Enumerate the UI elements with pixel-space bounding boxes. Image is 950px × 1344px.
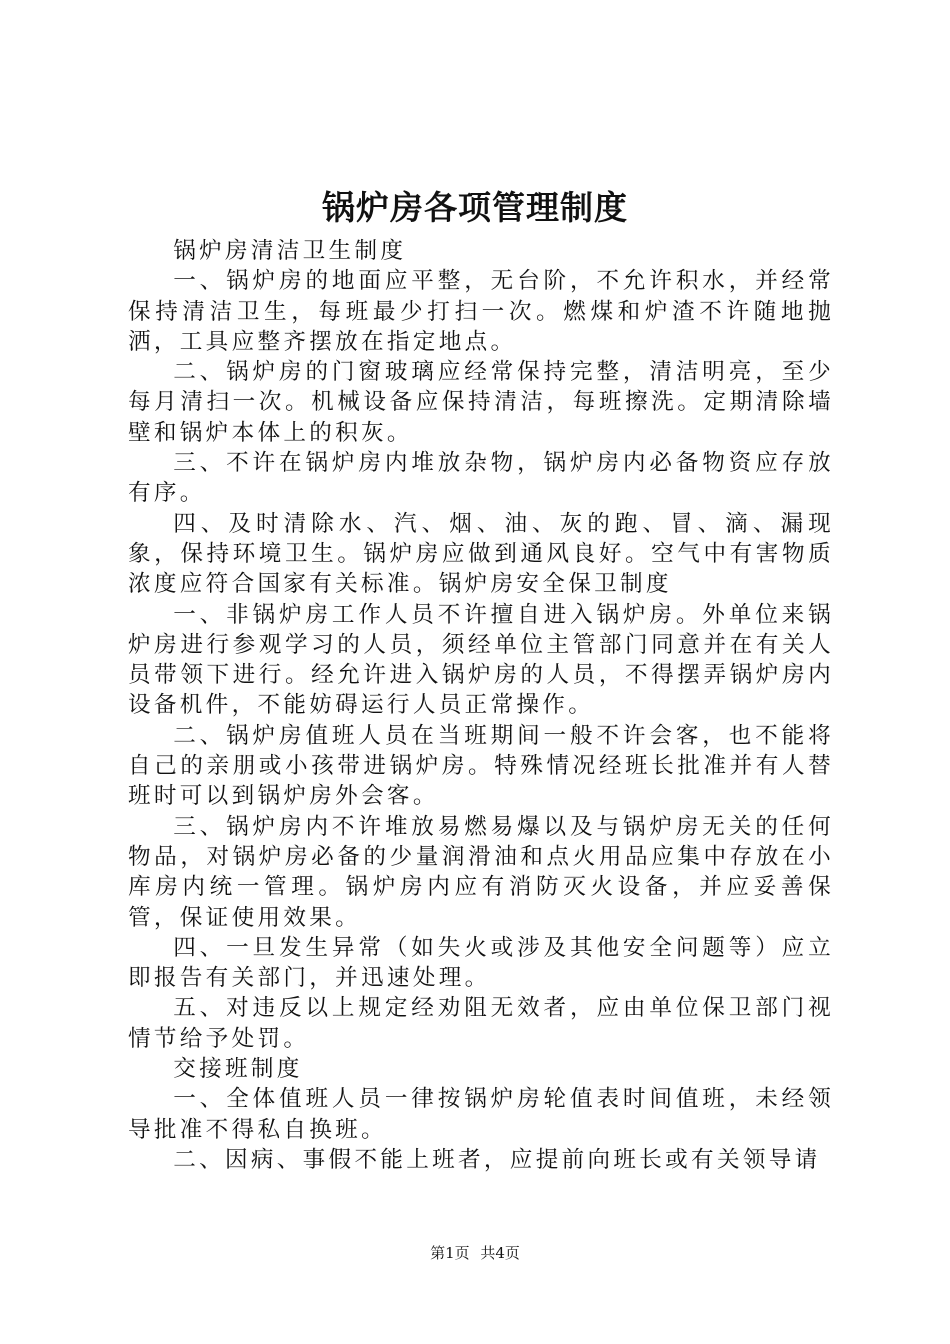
paragraph: 四、一旦发生异常（如失火或涉及其他安全问题等）应立即报告有关部门，并迅速处理。 (128, 934, 834, 992)
paragraph: 四、及时清除水、汽、烟、油、灰的跑、冒、滴、漏现象，保持环境卫生。锅炉房应做到通风良好。空气中有害物质浓度应符合国家有关标准。锅炉房安全保卫制度 (128, 510, 834, 598)
paragraph: 一、锅炉房的地面应平整，无台阶，不允许积水，并经常保持清洁卫生，每班最少打扫一次。燃煤和炉渣不许随地抛洒，工具应整齐摆放在指定地点。 (128, 268, 834, 355)
paragraph: 一、非锅炉房工作人员不许擅自进入锅炉房。外单位来锅炉房进行参观学习的人员，须经单位主管部门同意并在有关人员带领下进行。经允许进入锅炉房的人员，不得摆弄锅炉房内设备机件，不能妨碍运行人员正常操作。 (128, 601, 834, 719)
paragraph: 二、锅炉房的门窗玻璃应经常保持完整，清洁明亮，至少每月清扫一次。机械设备应保持清洁，每班擦洗。定期清除墙壁和锅炉本体上的积灰。 (128, 359, 834, 446)
paragraph: 三、锅炉房内不许堆放易燃易爆以及与锅炉房无关的任何物品，对锅炉房必备的少量润滑油和点火用品应集中存放在小库房内统一管理。锅炉房内应有消防灭火设备，并应妥善保管，保证使用效果。 (128, 813, 834, 931)
paragraph: 二、锅炉房值班人员在当班期间一般不许会客，也不能将自己的亲朋或小孩带进锅炉房。特殊情况经班长批准并有人替班时可以到锅炉房外会客。 (128, 722, 834, 810)
document-title: 锅炉房各项管理制度 (322, 188, 628, 227)
section-heading-shift: 交接班制度 (173, 1056, 303, 1083)
section-heading-cleaning: 锅炉房清洁卫生制度 (173, 238, 407, 264)
page-total: 共4页 (480, 1244, 520, 1262)
paragraph: 三、不许在锅炉房内堆放杂物，锅炉房内必备物资应存放有序。 (128, 450, 834, 507)
paragraph: 二、因病、事假不能上班者，应提前向班长或有关领导请 (173, 1146, 821, 1173)
paragraph: 一、全体值班人员一律按锅炉房轮值表时间值班，未经领导批准不得私自换班。 (128, 1086, 834, 1143)
page-footer (0, 1243, 950, 1263)
page-number: 第1页 (430, 1244, 470, 1262)
document-body (128, 236, 834, 1175)
paragraph: 五、对违反以上规定经劝阻无效者，应由单位保卫部门视情节给予处罚。 (128, 995, 834, 1052)
